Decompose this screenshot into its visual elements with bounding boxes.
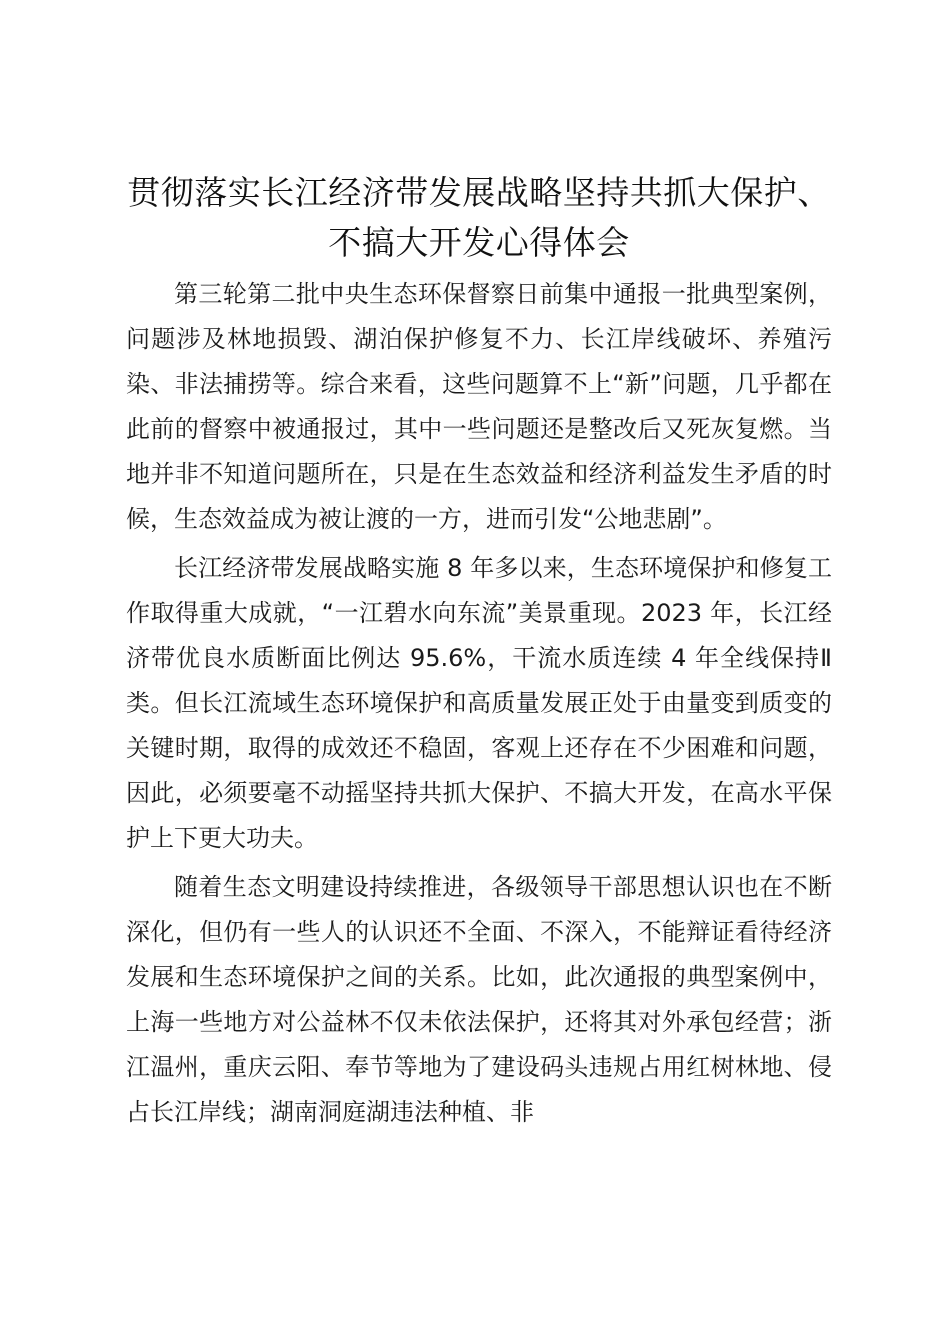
paragraph-3: 随着生态文明建设持续推进，各级领导干部思想认识也在不断深化，但仍有一些人的认识还不全面、不深入，不能辩证看待经济发展和生态环境保护之间的关系。比如，此次通报的典型案例中，上海一些地方对公益林不仅未依法保护，还将其对外承包经营；浙江温州，重庆云阳、奉节等地为了建设码头违规占用红树林地、侵占长江岸线；湖南洞庭湖违法种植、非 <box>126 873 832 1126</box>
paragraph-2: 长江经济带发展战略实施 8 年多以来，生态环境保护和修复工作取得重大成就，“一江碧水向东流”美景重现。2023 年，长江经济带优良水质断面比例达 95.6%，干流水质连续 4 年全线保持Ⅱ类。但长江流域生态环境保护和高质量发展正处于由量变到质变的关键时期，取得的成效还不稳固，客观上还存在不少困难和问题，因此，必须要毫不动摇坚持共抓大保护、不搞大开发，在高水平保护上下更大功夫。 <box>126 554 832 852</box>
document-page <box>126 168 832 1135</box>
document-title: 贯彻落实长江经济带发展战略坚持共抓大保护、不搞大开发心得体会 <box>127 173 831 262</box>
paragraph-1: 第三轮第二批中央生态环保督察日前集中通报一批典型案例，问题涉及林地损毁、湖泊保护修复不力、长江岸线破坏、养殖污染、非法捕捞等。综合来看，这些问题算不上“新”问题，几乎都在此前的督察中被通报过，其中一些问题还是整改后又死灰复燃。当地并非不知道问题所在，只是在生态效益和经济利益发生矛盾的时候，生态效益成为被让渡的一方，进而引发“公地悲剧”。 <box>126 280 832 533</box>
